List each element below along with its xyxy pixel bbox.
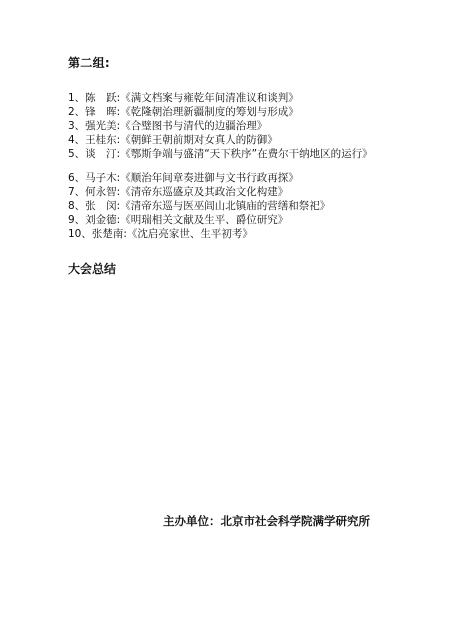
group-heading: 第二组: xyxy=(68,56,110,70)
list-item: 7、何永智:《清帝东巡盛京及其政治文化构建》 xyxy=(68,186,289,198)
list-item: 10、张楚南:《沈启亮家世、生平初考》 xyxy=(68,228,253,240)
list-item: 4、王桂东:《朝鲜王朝前期对女真人的防御》 xyxy=(68,134,278,146)
list-item: 6、马子木:《顺治年间章奏进御与文书行政再探》 xyxy=(68,172,299,184)
list-item: 2、锋 晖:《乾隆朝治理新疆制度的筹划与形成》 xyxy=(68,106,299,118)
list-item: 3、强光美:《合璧图书与清代的边疆治理》 xyxy=(68,120,268,132)
paper-list xyxy=(68,91,373,241)
list-item: 8、张 闵:《清帝东巡与医巫闾山北镇庙的营缮和祭祀》 xyxy=(68,200,331,212)
list-item: 1、陈 跃:《满文档案与雍乾年间清准议和谈判》 xyxy=(68,92,299,104)
closing-session-heading: 大会总结 xyxy=(68,262,117,276)
list-item: 9、刘金德:《明瑞相关文献及生平、爵位研究》 xyxy=(68,214,289,226)
list-item: 5、谈 汀:《鄂斯争端与盛清“天下秩序”在费尔干纳地区的运行》 xyxy=(68,148,373,160)
organizer-line: 主办单位：北京市社会科学院满学研究所 xyxy=(163,514,370,528)
